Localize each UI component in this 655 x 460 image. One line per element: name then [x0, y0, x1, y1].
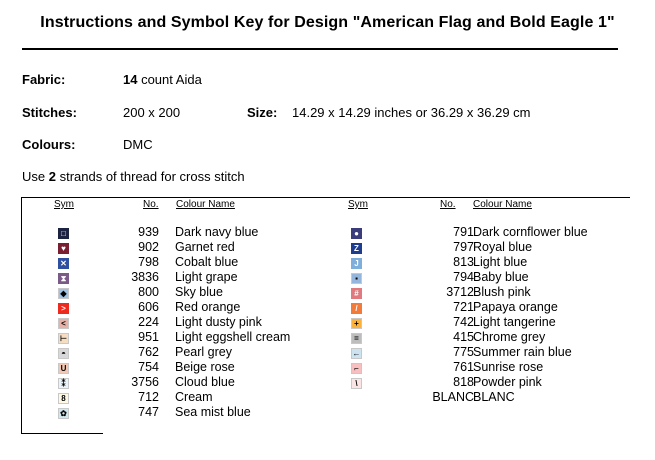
colour-name: Light tangerine	[473, 315, 556, 329]
key-row	[0, 240, 320, 255]
header-sym-left: Sym	[54, 199, 74, 210]
key-row	[320, 330, 650, 345]
dmc-number: 798	[138, 255, 159, 269]
colour-name: Pearl grey	[175, 345, 232, 359]
key-row	[0, 345, 320, 360]
dmc-number: 3712	[446, 285, 474, 299]
dmc-number: 762	[138, 345, 159, 359]
dmc-number: 800	[138, 285, 159, 299]
colour-name: Light grape	[175, 270, 238, 284]
key-row	[0, 300, 320, 315]
page-title: Instructions and Symbol Key for Design "American Flag and Bold Eagle 1"	[40, 14, 615, 31]
symbol-swatch-icon: ✿	[58, 408, 69, 419]
colour-name: Cloud blue	[175, 375, 235, 389]
key-row	[320, 345, 650, 360]
symbol-swatch-icon: #	[351, 288, 362, 299]
strands-instruction	[22, 169, 245, 184]
header-sym-right: Sym	[348, 199, 368, 210]
dmc-number: 818	[453, 375, 474, 389]
header-no-right: No.	[440, 199, 456, 210]
table-bottom-rule	[21, 433, 103, 434]
dmc-number: 951	[138, 330, 159, 344]
key-row	[0, 285, 320, 300]
colour-name: BLANC	[473, 390, 515, 404]
colour-name: Royal blue	[473, 240, 533, 254]
symbol-swatch-icon: ⊢	[58, 333, 69, 344]
colour-name: Blush pink	[473, 285, 531, 299]
strands-pre: Use	[22, 169, 49, 184]
symbol-swatch-icon: >	[58, 303, 69, 314]
stitches-label: Stitches:	[22, 105, 77, 120]
dmc-number: 3836	[131, 270, 159, 284]
title-divider	[22, 48, 618, 50]
key-row	[320, 285, 650, 300]
symbol-swatch-icon: ◆	[58, 288, 69, 299]
symbol-swatch-icon: ⁑	[58, 378, 69, 389]
colour-name: Sea mist blue	[175, 405, 251, 419]
key-row	[0, 315, 320, 330]
symbol-swatch-icon: ♥	[58, 243, 69, 254]
key-row	[320, 390, 650, 405]
colour-name: Light eggshell cream	[175, 330, 291, 344]
colour-name: Beige rose	[175, 360, 235, 374]
symbol-swatch-icon: ●	[351, 228, 362, 239]
colour-name: Red orange	[175, 300, 241, 314]
colour-name: Dark navy blue	[175, 225, 259, 239]
colour-name: Cobalt blue	[175, 255, 239, 269]
colour-name: Light dusty pink	[175, 315, 262, 329]
key-column-left	[0, 225, 320, 420]
key-row	[0, 255, 320, 270]
colour-name: Light blue	[473, 255, 528, 269]
stitches-value: 200 x 200	[123, 105, 181, 120]
colour-name: Garnet red	[175, 240, 235, 254]
colours-value: DMC	[123, 137, 153, 152]
symbol-swatch-icon: ✕	[58, 258, 69, 269]
dmc-number: 761	[453, 360, 474, 374]
dmc-number: 742	[453, 315, 474, 329]
colour-name: Sky blue	[175, 285, 223, 299]
header-no-left: No.	[143, 199, 159, 210]
dmc-number: 754	[138, 360, 159, 374]
symbol-swatch-icon: Z	[351, 243, 362, 254]
dmc-number: 712	[138, 390, 159, 404]
colour-name: Dark cornflower blue	[473, 225, 588, 239]
symbol-swatch-icon: /	[351, 303, 362, 314]
fabric-value	[123, 72, 202, 87]
symbol-swatch-icon: ◓	[58, 348, 69, 359]
symbol-swatch-icon: J	[351, 258, 362, 269]
colour-name: Powder pink	[473, 375, 542, 389]
dmc-number: 939	[138, 225, 159, 239]
strands-count: 2	[48, 169, 56, 184]
header-name-left: Colour Name	[176, 199, 235, 210]
key-row	[320, 240, 650, 255]
dmc-number: 791	[453, 225, 474, 239]
symbol-swatch-icon: 8	[58, 393, 69, 404]
dmc-number: 902	[138, 240, 159, 254]
key-column-right	[320, 225, 650, 405]
symbol-swatch-icon: ←	[352, 349, 361, 358]
key-row	[0, 390, 320, 405]
key-row	[0, 225, 320, 240]
symbol-swatch-icon: ⧗	[58, 273, 69, 284]
key-row	[0, 375, 320, 390]
symbol-swatch-icon: <	[58, 318, 69, 329]
key-row	[320, 375, 650, 390]
dmc-number: 415	[453, 330, 474, 344]
dmc-number: 794	[453, 270, 474, 284]
colour-name: Baby blue	[473, 270, 529, 284]
key-row	[320, 270, 650, 285]
key-row	[0, 330, 320, 345]
dmc-number: BLANC	[432, 390, 474, 404]
key-row	[320, 300, 650, 315]
dmc-number: 797	[453, 240, 474, 254]
strands-post: strands of thread for cross stitch	[55, 169, 245, 184]
header-name-right: Colour Name	[473, 199, 532, 210]
dmc-number: 721	[453, 300, 474, 314]
colour-name: Summer rain blue	[473, 345, 572, 359]
symbol-swatch-icon: □	[58, 228, 69, 239]
dmc-number: 775	[453, 345, 474, 359]
key-row	[320, 315, 650, 330]
fabric-type: count Aida	[137, 72, 202, 87]
key-row	[320, 225, 650, 240]
key-row	[320, 255, 650, 270]
dmc-number: 747	[138, 405, 159, 419]
dmc-number: 606	[138, 300, 159, 314]
dmc-number: 813	[453, 255, 474, 269]
size-value: 14.29 x 14.29 inches or 36.29 x 36.29 cm	[292, 105, 531, 120]
fabric-count: 14	[123, 72, 138, 87]
size-label: Size:	[247, 105, 278, 120]
colour-name: Papaya orange	[473, 300, 558, 314]
key-row	[0, 270, 320, 285]
symbol-swatch-icon: +	[351, 318, 362, 329]
key-row	[0, 360, 320, 375]
key-row	[320, 360, 650, 375]
colour-name: Chrome grey	[473, 330, 546, 344]
colours-label: Colours:	[22, 137, 76, 152]
dmc-number: 3756	[131, 375, 159, 389]
fabric-label: Fabric:	[22, 72, 66, 87]
symbol-swatch-icon: ▪	[351, 273, 362, 284]
symbol-swatch-icon: =	[351, 333, 362, 344]
dmc-number: 224	[138, 315, 159, 329]
symbol-swatch-icon: ⌐	[351, 363, 362, 374]
colour-name: Sunrise rose	[473, 360, 544, 374]
key-row	[0, 405, 320, 420]
symbol-swatch-icon: U	[58, 363, 69, 374]
colour-name: Cream	[175, 390, 213, 404]
symbol-swatch-icon: \	[351, 378, 362, 389]
